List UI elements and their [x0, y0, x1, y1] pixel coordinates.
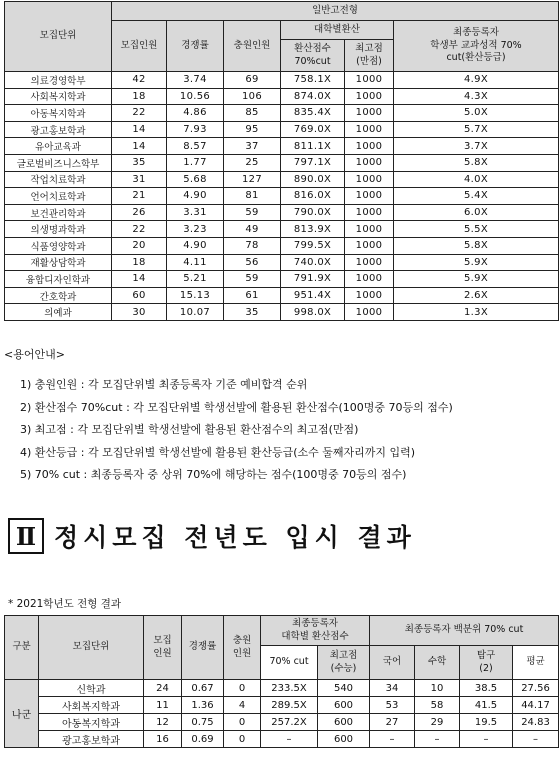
cut-cell: 799.5X — [281, 237, 345, 254]
cut-cell: 769.0X — [281, 121, 345, 138]
table-row — [5, 121, 559, 138]
max-cell: 1000 — [345, 221, 394, 238]
grade-cell: 4.3X — [394, 88, 559, 105]
quota-cell: 42 — [112, 72, 167, 89]
max-cell: 1000 — [345, 121, 394, 138]
quota-cell: 22 — [112, 105, 167, 122]
grade-cell: 4.9X — [394, 72, 559, 89]
quota-cell: 14 — [112, 121, 167, 138]
rate-cell: 4.86 — [167, 105, 224, 122]
glossary-item: 3) 최고점 : 각 모집단위별 학생선발에 활용된 환산점수의 최고점(만점) — [20, 423, 359, 436]
table-row — [5, 287, 559, 304]
max-cell: 600 — [318, 714, 370, 731]
grade-cell: 5.8X — [394, 154, 559, 171]
quota-cell: 14 — [112, 138, 167, 155]
cut-cell: 813.9X — [281, 221, 345, 238]
glossary-title: <용어안내> — [4, 348, 65, 361]
cut-cell: 998.0X — [281, 304, 345, 321]
rate-cell: 0.69 — [182, 731, 224, 748]
quota-cell: 18 — [112, 254, 167, 271]
inquiry-cell: 19.5 — [460, 714, 513, 731]
grade-cell: 5.8X — [394, 237, 559, 254]
table-row — [5, 731, 559, 748]
table-row — [5, 72, 559, 89]
header-general: 일반고전형 — [112, 2, 559, 21]
max-cell: 1000 — [345, 204, 394, 221]
unit-cell: 작업치료학과 — [5, 171, 112, 188]
quota-cell: 31 — [112, 171, 167, 188]
table-row — [5, 304, 559, 321]
rate-cell: 1.77 — [167, 154, 224, 171]
grade-cell: 5.4X — [394, 188, 559, 205]
quota-cell: 35 — [112, 154, 167, 171]
max-cell: 1000 — [345, 72, 394, 89]
quota-cell: 26 — [112, 204, 167, 221]
fill-cell: 85 — [224, 105, 281, 122]
regular-admission-table — [4, 615, 559, 748]
table-row — [5, 88, 559, 105]
fill-cell: 59 — [224, 204, 281, 221]
math-cell: 58 — [415, 697, 460, 714]
cut-cell: – — [261, 731, 318, 748]
header-fill: 충원 인원 — [224, 616, 261, 680]
unit-cell: 언어치료학과 — [5, 188, 112, 205]
header-quota: 모집인원 — [112, 21, 167, 72]
unit-cell: 아동복지학과 — [5, 105, 112, 122]
cut-cell: 951.4X — [281, 287, 345, 304]
group-cell: 나군 — [5, 680, 39, 748]
table-row — [5, 188, 559, 205]
unit-cell: 보건관리학과 — [5, 204, 112, 221]
max-cell: 600 — [318, 731, 370, 748]
table-row — [5, 105, 559, 122]
quota-cell: 12 — [144, 714, 182, 731]
section-number: Ⅱ — [8, 518, 44, 554]
average-cell: – — [513, 731, 559, 748]
max-cell: 1000 — [345, 154, 394, 171]
fill-cell: 4 — [224, 697, 261, 714]
header-average: 평균 — [513, 646, 559, 680]
table-row — [5, 271, 559, 288]
unit-cell: 의생명과학과 — [5, 221, 112, 238]
unit-cell: 글로벌비즈니스학부 — [5, 154, 112, 171]
unit-cell: 신학과 — [39, 680, 144, 697]
grade-cell: 4.0X — [394, 171, 559, 188]
header-rate: 경쟁률 — [182, 616, 224, 680]
header-unit: 모집단위 — [5, 2, 112, 72]
glossary-item: 5) 70% cut : 최종등록자 중 상위 70%에 해당하는 점수(100명중 70등의 점수) — [20, 468, 407, 481]
unit-cell: 유아교육과 — [5, 138, 112, 155]
header-math: 수학 — [415, 646, 460, 680]
grade-cell: 2.6X — [394, 287, 559, 304]
average-cell: 27.56 — [513, 680, 559, 697]
cut-cell: 758.1X — [281, 72, 345, 89]
cut-cell: 874.0X — [281, 88, 345, 105]
math-cell: 29 — [415, 714, 460, 731]
math-cell: – — [415, 731, 460, 748]
cut-cell: 289.5X — [261, 697, 318, 714]
fill-cell: 61 — [224, 287, 281, 304]
rate-cell: 3.23 — [167, 221, 224, 238]
max-cell: 1000 — [345, 271, 394, 288]
header-fill: 충원인원 — [224, 21, 281, 72]
section-title: 정시모집 전년도 입시 결과 — [54, 523, 416, 552]
header-rate: 경쟁률 — [167, 21, 224, 72]
table-row — [5, 204, 559, 221]
quota-cell: 24 — [144, 680, 182, 697]
table-row — [5, 697, 559, 714]
glossary-item: 2) 환산점수 70%cut : 각 모집단위별 학생선발에 활용된 환산점수(100명중 70등의 점수) — [20, 400, 453, 414]
cut-cell: 811.1X — [281, 138, 345, 155]
fill-cell: 78 — [224, 237, 281, 254]
header-conversion: 대학별환산 — [281, 21, 394, 40]
quota-cell: 22 — [112, 221, 167, 238]
max-cell: 1000 — [345, 304, 394, 321]
unit-cell: 아동복지학과 — [39, 714, 144, 731]
header-max: 최고점 (수능) — [318, 646, 370, 680]
fill-cell: 0 — [224, 731, 261, 748]
cut-cell: 797.1X — [281, 154, 345, 171]
rate-cell: 0.75 — [182, 714, 224, 731]
max-cell: 1000 — [345, 105, 394, 122]
table-subtitle: * 2021학년도 전형 결과 — [8, 598, 121, 610]
cut-cell: 816.0X — [281, 188, 345, 205]
average-cell: 44.17 — [513, 697, 559, 714]
rate-cell: 4.11 — [167, 254, 224, 271]
table-row — [5, 138, 559, 155]
fill-cell: 0 — [224, 680, 261, 697]
rate-cell: 10.07 — [167, 304, 224, 321]
fill-cell: 81 — [224, 188, 281, 205]
quota-cell: 11 — [144, 697, 182, 714]
quota-cell: 16 — [144, 731, 182, 748]
unit-cell: 융합디자인학과 — [5, 271, 112, 288]
glossary-item: 1) 충원인원 : 각 모집단위별 최종등록자 기준 예비합격 순위 — [20, 378, 308, 391]
unit-cell: 광고홍보학과 — [5, 121, 112, 138]
quota-cell: 60 — [112, 287, 167, 304]
header-conv-score: 환산점수 70%cut — [281, 40, 345, 72]
quota-cell: 30 — [112, 304, 167, 321]
grade-cell: 5.9X — [394, 254, 559, 271]
grade-cell: 3.7X — [394, 138, 559, 155]
header-cut: 70% cut — [261, 646, 318, 680]
cut-cell: 257.2X — [261, 714, 318, 731]
header-unit: 모집단위 — [39, 616, 144, 680]
unit-cell: 간호학과 — [5, 287, 112, 304]
cut-cell: 790.0X — [281, 204, 345, 221]
header-final: 최종등록자 학생부 교과성적 70% cut(환산등급) — [394, 21, 559, 72]
cut-cell: 835.4X — [281, 105, 345, 122]
cut-cell: 890.0X — [281, 171, 345, 188]
max-cell: 1000 — [345, 171, 394, 188]
inquiry-cell: 38.5 — [460, 680, 513, 697]
admission-results-table — [4, 1, 559, 321]
header-final-score: 최종등록자 대학별 환산점수 — [261, 616, 370, 646]
average-cell: 24.83 — [513, 714, 559, 731]
fill-cell: 56 — [224, 254, 281, 271]
max-cell: 1000 — [345, 88, 394, 105]
fill-cell: 35 — [224, 304, 281, 321]
math-cell: 10 — [415, 680, 460, 697]
quota-cell: 14 — [112, 271, 167, 288]
rate-cell: 1.36 — [182, 697, 224, 714]
grade-cell: 5.0X — [394, 105, 559, 122]
rate-cell: 4.90 — [167, 188, 224, 205]
fill-cell: 69 — [224, 72, 281, 89]
header-group: 구분 — [5, 616, 39, 680]
table-row — [5, 714, 559, 731]
rate-cell: 0.67 — [182, 680, 224, 697]
fill-cell: 95 — [224, 121, 281, 138]
inquiry-cell: 41.5 — [460, 697, 513, 714]
header-max: 최고점 (만점) — [345, 40, 394, 72]
rate-cell: 5.21 — [167, 271, 224, 288]
grade-cell: 5.9X — [394, 271, 559, 288]
fill-cell: 37 — [224, 138, 281, 155]
max-cell: 600 — [318, 697, 370, 714]
inquiry-cell: – — [460, 731, 513, 748]
max-cell: 1000 — [345, 237, 394, 254]
korean-cell: – — [370, 731, 415, 748]
table-row — [5, 254, 559, 271]
quota-cell: 18 — [112, 88, 167, 105]
max-cell: 1000 — [345, 188, 394, 205]
cut-cell: 740.0X — [281, 254, 345, 271]
section-heading — [8, 516, 416, 556]
unit-cell: 광고홍보학과 — [39, 731, 144, 748]
rate-cell: 5.68 — [167, 171, 224, 188]
table-row — [5, 171, 559, 188]
unit-cell: 사회복지학과 — [5, 88, 112, 105]
unit-cell: 식품영양학과 — [5, 237, 112, 254]
header-korean: 국어 — [370, 646, 415, 680]
rate-cell: 15.13 — [167, 287, 224, 304]
cut-cell: 233.5X — [261, 680, 318, 697]
glossary-item: 4) 환산등급 : 각 모집단위별 학생선발에 활용된 환산등급(소수 둘째자리까지 입력) — [20, 445, 416, 459]
unit-cell: 의료경영학부 — [5, 72, 112, 89]
header-percentile: 최종등록자 백분위 70% cut — [370, 616, 559, 646]
grade-cell: 6.0X — [394, 204, 559, 221]
korean-cell: 34 — [370, 680, 415, 697]
table-row — [5, 221, 559, 238]
header-inquiry: 탐구 (2) — [460, 646, 513, 680]
fill-cell: 127 — [224, 171, 281, 188]
korean-cell: 27 — [370, 714, 415, 731]
unit-cell: 사회복지학과 — [39, 697, 144, 714]
rate-cell: 3.31 — [167, 204, 224, 221]
fill-cell: 25 — [224, 154, 281, 171]
header-quota: 모집 인원 — [144, 616, 182, 680]
table-row — [5, 680, 559, 697]
table-row — [5, 237, 559, 254]
rate-cell: 10.56 — [167, 88, 224, 105]
rate-cell: 3.74 — [167, 72, 224, 89]
quota-cell: 21 — [112, 188, 167, 205]
rate-cell: 4.90 — [167, 237, 224, 254]
fill-cell: 59 — [224, 271, 281, 288]
unit-cell: 재활상담학과 — [5, 254, 112, 271]
max-cell: 1000 — [345, 287, 394, 304]
grade-cell: 5.7X — [394, 121, 559, 138]
max-cell: 540 — [318, 680, 370, 697]
fill-cell: 0 — [224, 714, 261, 731]
grade-cell: 1.3X — [394, 304, 559, 321]
quota-cell: 20 — [112, 237, 167, 254]
fill-cell: 106 — [224, 88, 281, 105]
max-cell: 1000 — [345, 138, 394, 155]
korean-cell: 53 — [370, 697, 415, 714]
rate-cell: 7.93 — [167, 121, 224, 138]
unit-cell: 의예과 — [5, 304, 112, 321]
glossary — [4, 346, 556, 487]
grade-cell: 5.5X — [394, 221, 559, 238]
fill-cell: 49 — [224, 221, 281, 238]
cut-cell: 791.9X — [281, 271, 345, 288]
rate-cell: 8.57 — [167, 138, 224, 155]
max-cell: 1000 — [345, 254, 394, 271]
table-row — [5, 154, 559, 171]
